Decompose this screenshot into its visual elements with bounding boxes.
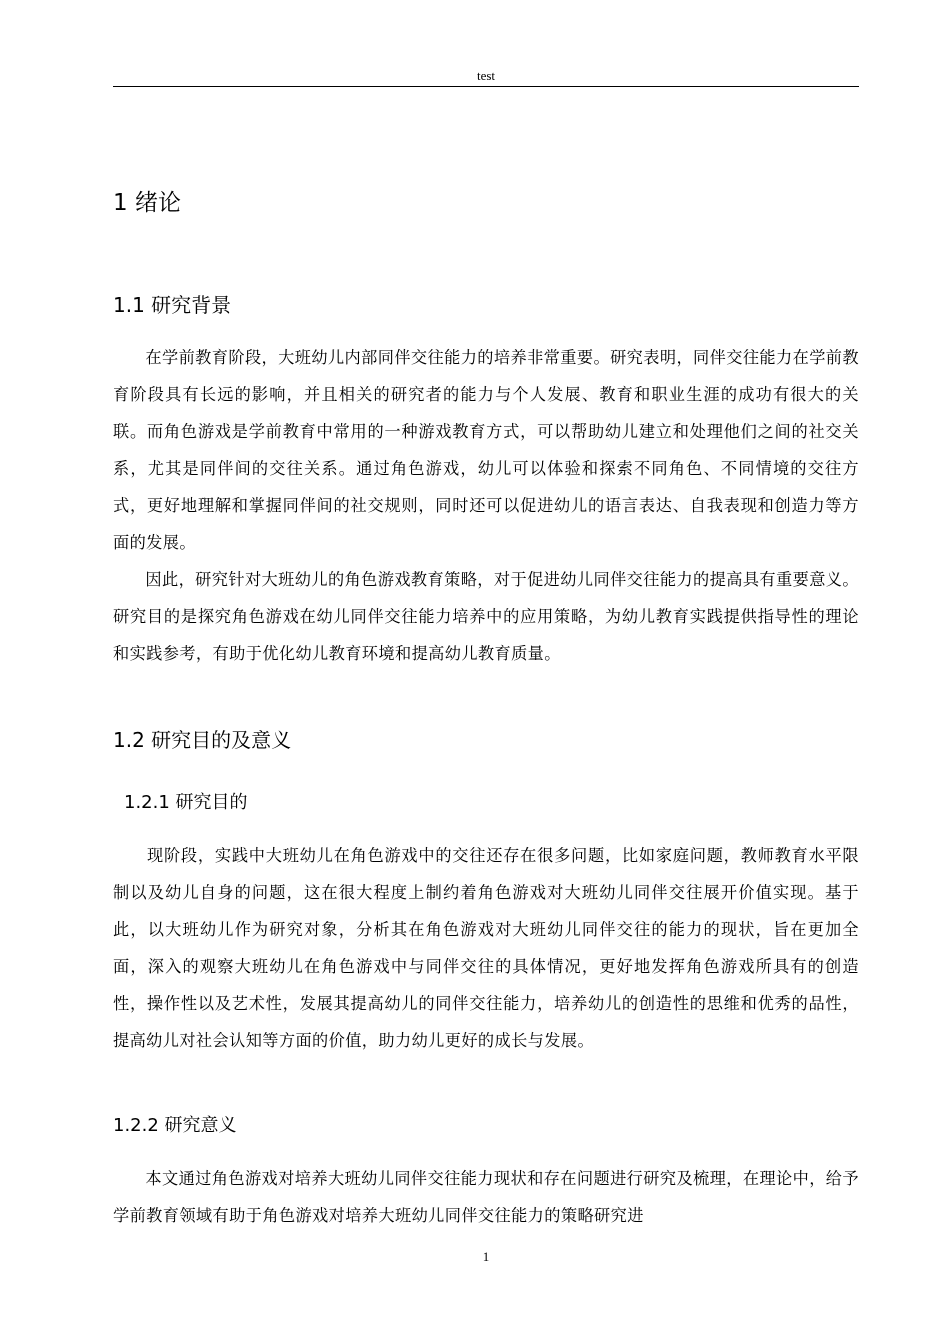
section-heading-purpose-and-significance: 1.2 研究目的及意义 (113, 728, 292, 752)
subsection-heading-significance: 1.2.2 研究意义 (113, 1115, 237, 1136)
paragraph-significance: 本文通过角色游戏对培养大班幼儿同伴交往能力现状和存在问题进行研究及梳理，在理论中，给予学前教育领域有助于角色游戏对培养大班幼儿同伴交往能力的策略研究进 (113, 1169, 859, 1225)
paragraph-background-1: 在学前教育阶段，大班幼儿内部同伴交往能力的培养非常重要。研究表明，同伴交往能力在学前教育阶段具有长远的影响，并且相关的研究者的能力与个人发展、教育和职业生涯的成功有很大的关联。而角色游戏是学前教育中常用的一种游戏教育方式，可以帮助幼儿建立和处理他们之间的社交关系，尤其是同伴间的交往关系。通过角色游戏，幼儿可以体验和探索不同角色、不同情境的交往方式，更好地理解和掌握同伴间的社交规则，同时还可以促进幼儿的语言表达、自我表现和创造力等方面的发展。 (113, 348, 859, 552)
paragraph-background-2: 因此，研究针对大班幼儿的角色游戏教育策略，对于促进幼儿同伴交往能力的提高具有重要意义。研究目的是探究角色游戏在幼儿同伴交往能力培养中的应用策略，为幼儿教育实践提供指导性的理论和实践参考，有助于优化幼儿教育环境和提高幼儿教育质量。 (113, 570, 859, 663)
paragraph-purpose: 现阶段，实践中大班幼儿在角色游戏中的交往还存在很多问题，比如家庭问题，教师教育水平限制以及幼儿自身的问题，这在很大程度上制约着角色游戏对大班幼儿同伴交往展开价值实现。基于此，以大班幼儿作为研究对象，分析其在角色游戏对大班幼儿同伴交往的能力的现状，旨在更加全面，深入的观察大班幼儿在角色游戏中与同伴交往的具体情况，更好地发挥角色游戏所具有的创造性，操作性以及艺术性，发展其提高幼儿的同伴交往能力，培养幼儿的创造性的思维和优秀的品性，提高幼儿对社会认知等方面的价值，助力幼儿更好的成长与发展。 (113, 846, 859, 1050)
subsection-heading-purpose: 1.2.1 研究目的 (124, 792, 248, 813)
page-header: test (476, 68, 496, 83)
section-heading-research-background: 1.1 研究背景 (113, 293, 232, 317)
chapter-heading: 1 绪论 (113, 190, 181, 216)
header-divider (113, 86, 859, 87)
page-number: 1 (482, 1249, 490, 1264)
